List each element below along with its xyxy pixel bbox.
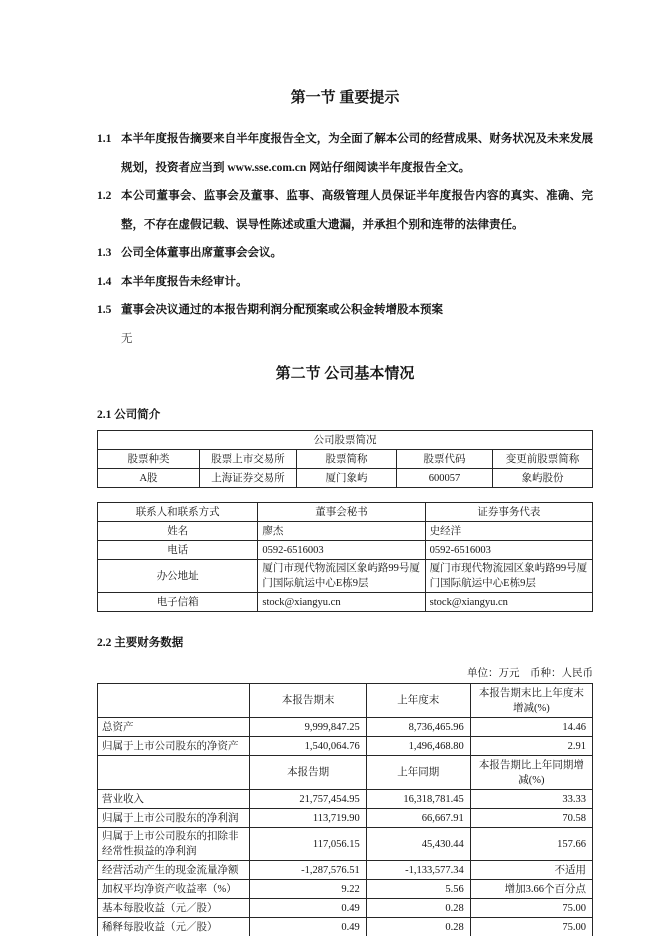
row-label: 营业收入	[98, 790, 250, 809]
column-header: 股票上市交易所	[199, 450, 296, 469]
section2-title: 第二节 公司基本情况	[275, 366, 415, 382]
column-header: 变更前股票简称	[492, 450, 592, 469]
table-cell: 上海证券交易所	[199, 469, 296, 488]
financial-table	[97, 683, 593, 936]
column-header: 股票代码	[396, 450, 492, 469]
table-cell: 16,318,781.45	[366, 790, 470, 809]
table-cell: 14.46	[470, 718, 592, 737]
row-label: 归属于上市公司股东的净利润	[98, 809, 250, 828]
table-cell: 113,719.90	[250, 809, 366, 828]
table-cell: 5.56	[366, 880, 470, 899]
table-row	[98, 503, 593, 522]
paragraph-1-2	[97, 182, 593, 239]
table-row	[98, 880, 593, 899]
row-label: 稀释每股收益（元／股）	[98, 918, 250, 936]
table-row	[98, 593, 593, 612]
table-row	[98, 899, 593, 918]
table-row	[98, 756, 593, 790]
column-header: 股票种类	[98, 450, 200, 469]
table-cell: 0.28	[366, 918, 470, 936]
paragraph-1-5	[97, 296, 593, 325]
section1-title: 第一节 重要提示	[290, 90, 400, 106]
table-cell: 0.49	[250, 899, 366, 918]
paragraph-1-4	[97, 268, 593, 297]
column-header: 本报告期	[250, 756, 366, 790]
table-row	[98, 431, 593, 450]
table-cell: 厦门市现代物流园区象屿路99号厦门国际航运中心E栋9层	[425, 560, 592, 593]
table-row	[98, 450, 593, 469]
table-cell: 0.49	[250, 918, 366, 936]
table-cell: 厦门象屿	[296, 469, 396, 488]
table-cell: stock@xiangyu.cn	[258, 593, 425, 612]
row-label: 姓名	[98, 522, 258, 541]
table-row	[98, 828, 593, 861]
paragraph-1-1	[97, 125, 593, 182]
row-label: 归属于上市公司股东的净资产	[98, 737, 250, 756]
table-row	[98, 790, 593, 809]
table-row	[98, 560, 593, 593]
subsection-2-2-title: 2.2 主要财务数据	[97, 637, 184, 649]
table-cell: 不适用	[470, 861, 592, 880]
paragraph-number: 1.2	[97, 190, 112, 202]
table-cell: 157.66	[470, 828, 592, 861]
table-row	[98, 718, 593, 737]
table-row	[98, 861, 593, 880]
table-cell: 象屿股份	[492, 469, 592, 488]
column-header: 上年度末	[366, 684, 470, 718]
table-row	[98, 469, 593, 488]
table-row	[98, 809, 593, 828]
table-cell: 厦门市现代物流园区象屿路99号厦门国际航运中心E栋9层	[258, 560, 425, 593]
paragraph-text: 公司全体董事出席董事会会议。	[121, 247, 282, 259]
column-header	[98, 756, 250, 790]
subsection-2-1-title: 2.1 公司简介	[97, 409, 161, 421]
row-label: 电子信箱	[98, 593, 258, 612]
row-label: 基本每股收益（元／股）	[98, 899, 250, 918]
table-cell: -1,287,576.51	[250, 861, 366, 880]
table-cell: 33.33	[470, 790, 592, 809]
table-row	[98, 737, 593, 756]
stock-info-table	[97, 430, 593, 488]
paragraph-number: 1.4	[97, 275, 112, 288]
unit-currency-note: 单位：万元 币种：人民币	[467, 668, 593, 679]
table-cell: 75.00	[470, 899, 592, 918]
paragraph-1-3	[97, 239, 593, 268]
row-label: 归属于上市公司股东的扣除非经常性损益的净利润	[98, 828, 250, 861]
table-cell: -1,133,577.34	[366, 861, 470, 880]
section1-paragraphs	[97, 125, 593, 353]
column-header: 本报告期比上年同期增减(%)	[470, 756, 592, 790]
table-row	[98, 918, 593, 936]
column-header	[98, 684, 250, 718]
table-cell: 史经洋	[425, 522, 592, 541]
table-cell: 0592-6516003	[425, 541, 592, 560]
paragraph-number: 1.3	[97, 247, 112, 259]
row-label: 加权平均净资产收益率（%）	[98, 880, 250, 899]
row-label: 电话	[98, 541, 258, 560]
table-cell: 增加3.66个百分点	[470, 880, 592, 899]
table-cell: 0.28	[366, 899, 470, 918]
table-cell: 70.58	[470, 809, 592, 828]
table-cell: 1,540,064.76	[250, 737, 366, 756]
row-label: 总资产	[98, 718, 250, 737]
table-row	[98, 541, 593, 560]
table-cell: A股	[98, 469, 200, 488]
table-cell: 0592-6516003	[258, 541, 425, 560]
paragraph-text: 本公司董事会、监事会及董事、监事、高级管理人员保证半年度报告内容的真实、准确、完整，不存在虚假记载、误导性陈述或重大遗漏，并承担个别和连带的法律责任。	[121, 190, 593, 231]
column-header: 股票简称	[296, 450, 396, 469]
table-cell: 9.22	[250, 880, 366, 899]
table-cell: 廖杰	[258, 522, 425, 541]
table-cell: 66,667.91	[366, 809, 470, 828]
table-cell: 2.91	[470, 737, 592, 756]
contact-table	[97, 502, 593, 612]
paragraph-text: 董事会决议通过的本报告期利润分配预案或公积金转增股本预案	[121, 304, 443, 316]
table-cell: 9,999,847.25	[250, 718, 366, 737]
table-cell: 21,757,454.95	[250, 790, 366, 809]
paragraph-text: 本半年度报告未经审计。	[121, 275, 248, 288]
table-row	[98, 684, 593, 718]
table-cell: 75.00	[470, 918, 592, 936]
paragraph-number: 1.5	[97, 304, 112, 316]
paragraph-text: 本半年度报告摘要来自半年度报告全文，为全面了解本公司的经营成果、财务状况及未来发展规划，投资者应当到 www.sse.com.cn 网站仔细阅读半年度报告全文。	[121, 133, 593, 174]
stock-table-caption: 公司股票简况	[98, 431, 593, 450]
row-label: 办公地址	[98, 560, 258, 593]
paragraph-number: 1.1	[97, 133, 112, 145]
table-cell: 600057	[396, 469, 492, 488]
row-label: 经营活动产生的现金流量净额	[98, 861, 250, 880]
table-cell: 1,496,468.80	[366, 737, 470, 756]
table-cell: 8,736,465.96	[366, 718, 470, 737]
table-cell: 45,430.44	[366, 828, 470, 861]
table-cell: stock@xiangyu.cn	[425, 593, 592, 612]
column-header: 上年同期	[366, 756, 470, 790]
table-row	[98, 522, 593, 541]
column-header: 联系人和联系方式	[98, 503, 258, 522]
column-header: 本报告期末	[250, 684, 366, 718]
paragraph-1-5-note: 无	[121, 332, 133, 345]
column-header: 董事会秘书	[258, 503, 425, 522]
column-header: 证券事务代表	[425, 503, 592, 522]
table-cell: 117,056.15	[250, 828, 366, 861]
page-content	[97, 0, 593, 936]
column-header: 本报告期末比上年度末增减(%)	[470, 684, 592, 718]
